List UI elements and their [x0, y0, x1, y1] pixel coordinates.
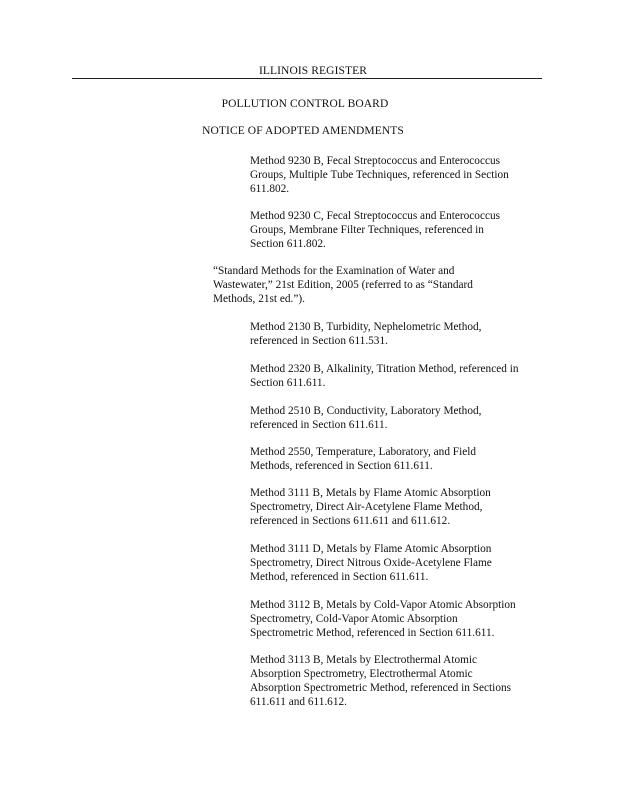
text-line: Method 9230 C, Fecal Streptococcus and Enterococcus	[250, 210, 501, 222]
text-line: Method, referenced in Section 611.611.	[250, 571, 429, 583]
text-line: Spectrometry, Direct Air-Acetylene Flame Method,	[250, 501, 483, 513]
entry-method-9230c	[250, 209, 500, 251]
board-title: POLLUTION CONTROL BOARD	[221, 98, 389, 110]
entry-method-2130b	[250, 320, 481, 348]
text-line: Method 3113 B, Metals by Electrothermal Atomic	[250, 654, 478, 666]
text-line: Method 3111 D, Metals by Flame Atomic Absorption	[250, 543, 492, 555]
entry-method-3111b	[250, 486, 491, 528]
text-line: Spectrometric Method, referenced in Section 611.611.	[250, 627, 495, 639]
text-line: Method 3111 B, Metals by Flame Atomic Absorption	[250, 487, 491, 499]
text-line: Groups, Multiple Tube Techniques, referenced in Section	[250, 169, 509, 181]
entry-method-2510b	[250, 404, 481, 432]
notice-title: NOTICE OF ADOPTED AMENDMENTS	[202, 125, 404, 137]
text-line: “Standard Methods for the Examination of Water and	[213, 265, 455, 277]
text-line: Spectrometry, Cold-Vapor Atomic Absorption	[250, 613, 458, 625]
entry-method-3113b	[250, 653, 511, 709]
text-line: Groups, Membrane Filter Techniques, referenced in	[250, 224, 484, 236]
text-line: Method 2130 B, Turbidity, Nephelometric Method,	[250, 321, 482, 333]
text-line: Methods, 21st ed.”).	[213, 293, 305, 305]
text-line: Absorption Spectrometry, Electrothermal Atomic	[250, 668, 473, 680]
entry-method-3112b	[250, 598, 516, 640]
entry-standard-methods	[213, 264, 473, 306]
text-line: Section 611.802.	[250, 238, 326, 250]
text-line: Method 2320 B, Alkalinity, Titration Method, referenced in	[250, 363, 519, 375]
header-rule	[72, 78, 542, 79]
entry-method-2550	[250, 445, 476, 473]
text-line: referenced in Section 611.531.	[250, 335, 388, 347]
text-line: Wastewater,” 21st Edition, 2005 (referred to as “Standard	[213, 279, 473, 291]
register-title: ILLINOIS REGISTER	[258, 65, 368, 77]
entry-method-3111d	[250, 542, 492, 584]
entry-method-2320b	[250, 362, 518, 390]
text-line: Absorption Spectrometric Method, referenced in Sections	[250, 682, 512, 694]
text-line: 611.611 and 611.612.	[250, 696, 347, 708]
text-line: Methods, referenced in Section 611.611.	[250, 460, 433, 472]
text-line: Spectrometry, Direct Nitrous Oxide-Acetylene Flame	[250, 557, 492, 569]
text-line: Method 2550, Temperature, Laboratory, and Field	[250, 446, 477, 458]
text-line: Method 9230 B, Fecal Streptococcus and Enterococcus	[250, 155, 501, 167]
text-line: 611.802.	[250, 183, 290, 195]
entry-method-9230b	[250, 154, 509, 196]
text-line: referenced in Section 611.611.	[250, 419, 388, 431]
text-line: Method 2510 B, Conductivity, Laboratory Method,	[250, 405, 482, 417]
text-line: Method 3112 B, Metals by Cold-Vapor Atomic Absorption	[250, 599, 516, 611]
text-line: referenced in Sections 611.611 and 611.612.	[250, 515, 451, 527]
text-line: Section 611.611.	[250, 377, 326, 389]
